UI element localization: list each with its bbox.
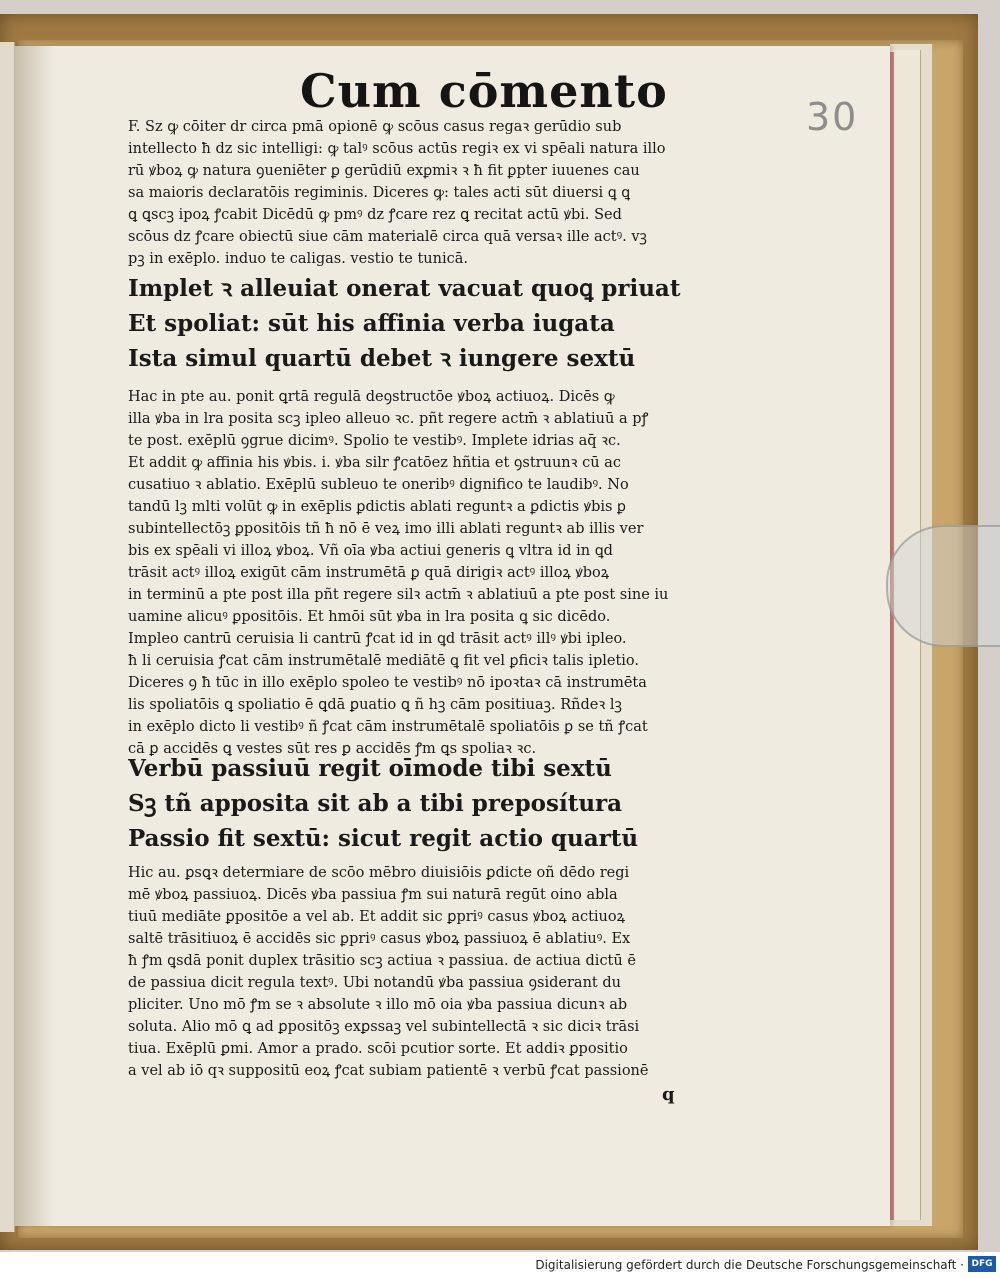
text-line: mē ꝟboꝝ passiuoꝝ. Dicēs ꝟba passiua ꝭm sui naturā regūt oino abla <box>128 887 618 903</box>
running-title: Cum cōmento <box>300 64 668 118</box>
text-line: ħ ꝭm ꝗsdā ponit duplex trāsitio scꝫ actiua ꝛ passiua. de actiua dictū ē <box>128 953 636 969</box>
verse-line: Passio fit sextū: sicut regit actio quartū <box>128 826 639 852</box>
commentary-block-3 <box>128 862 716 1082</box>
text-line: Impleo cantrū ceruisia li cantrū ꝭcat id in ꝗd trāsit actꝰ illꝰ ꝟbi ipleo. <box>128 631 627 647</box>
text-line: ħ li ceruisia ꝭcat cām instrumētalē mediātē ꝗ fit vel ꝑficiꝛ talis ipletio. <box>128 653 639 669</box>
verse-block-2 <box>128 756 716 861</box>
funding-credit: Digitalisierung gefördert durch die Deutsche Forschungsgemeinschaft · <box>535 1258 964 1272</box>
text-line: saltē trāsitiuoꝝ ē accidēs sic ꝑpriꝰ casus ꝟboꝝ passiuoꝝ ē ablatiuꝰ. Ex <box>128 931 631 947</box>
text-line: intellecto ħ dz sic intelligi: ꝙ talꝰ scōus actūs regiꝛ ex vi spēali natura illo <box>128 141 666 157</box>
text-line: Hic au. ꝑsꝗꝛ determiare de scōo mēbro diuisiōis ꝑdicte oñ dēdo regi <box>128 865 630 881</box>
text-line: illa ꝟba in lra posita scꝫ ipleo alleuo ꝛc. pñt regere actm̄ ꝛ ablatiuū a pꝭ <box>128 411 649 427</box>
text-line: ꝗ ꝗscꝫ ipoꝝ ꝭcabit Dicēdū ꝙ pmꝰ dz ꝭcare rez ꝗ recitat actū ꝟbi. Sed <box>128 207 622 223</box>
text-line: subintellectōꝫ ꝑpositōis tñ ħ nō ē veꝝ imo illi ablati reguntꝛ ab illis ver <box>128 521 644 537</box>
verse-line: Et spoliat: sūt his affinia verba iugata <box>128 311 615 337</box>
verse-line: Ista simul quartū debet ꝛ iungere sextū <box>128 346 636 372</box>
text-line: lis spoliatōis ꝗ spoliatio ē ꝗdā ꝑuatio ꝗ ñ hꝫ cām positiuaꝫ. Rñdeꝛ lꝫ <box>128 697 622 713</box>
commentary-block-2 <box>128 386 716 760</box>
text-line: bis ex spēali vi illoꝝ ꝟboꝝ. Vñ oīa ꝟba actiui generis ꝗ vltra id in ꝗd <box>128 543 613 559</box>
text-line: sa maioris declaratōis regiminis. Diceres ꝙ: tales acti sūt diuersi ꝗ ꝗ <box>128 185 631 201</box>
dfg-logo: DFG <box>968 1256 996 1272</box>
text-line: Diceres ꝯ ħ tūc in illo exēplo spoleo te vestibꝰ nō ipoꝛtaꝛ cā instrumēta <box>128 675 647 691</box>
footer-bar <box>0 1252 1000 1278</box>
text-line: F. Sz ꝙ cōiter dr circa pmā opionē ꝙ scōus casus regaꝛ gerūdio sub <box>128 119 622 135</box>
text-line: tandū lꝫ mlti volūt ꝙ in exēplis ꝑdictis ablati reguntꝛ a ꝑdictis ꝟbis ꝑ <box>128 499 626 515</box>
text-line: rū ꝟboꝝ ꝙ natura ꝯueniēter ꝑ gerūdiū exꝑmiꝛ ꝛ ħ fit ꝑpter iuuenes cau <box>128 163 640 179</box>
text-line: uamine alicuꝰ ꝑpositōis. Et hmōi sūt ꝟba in lra posita ꝗ sic dicēdo. <box>128 609 611 625</box>
text-line: scōus dz ꝭcare obiectū siue cām materialē circa quā versaꝛ ille actꝰ. vꝫ <box>128 229 647 245</box>
text-line: de passiua dicit regula textꝰ. Ubi notandū ꝟba passiua ꝯsiderant du <box>128 975 621 991</box>
verse-line: Verbū passiuū regit oīmode tibi sextū <box>128 756 612 782</box>
text-line: a vel ab iō qꝛ suppositū eoꝝ ꝭcat subiam patientē ꝛ verbū ꝭcat passionē <box>128 1063 649 1079</box>
text-line: Et addit ꝙ affinia his ꝟbis. i. ꝟba silr ꝭcatōez hñtia et ꝯstruunꝛ cū ac <box>128 455 621 471</box>
page-clip <box>886 525 1000 647</box>
text-line: tiuū mediāte ꝑpositōe a vel ab. Et addit sic ꝑpriꝰ casus ꝟboꝝ actiuoꝝ <box>128 909 626 925</box>
text-line: cā ꝑ accidēs ꝗ vestes sūt res ꝑ accidēs ꝭm ꝗs spoliaꝛ ꝛc. <box>128 741 537 757</box>
text-line: te post. exēplū ꝯgrue dicimꝰ. Spolio te vestibꝰ. Implete idrias aq̄ ꝛc. <box>128 433 621 449</box>
verse-line: Sꝫ tñ apposita sit ab a tibi preposítura <box>128 791 623 817</box>
text-line: trāsit actꝰ illoꝝ exigūt cām instrumētā ꝑ quā dirigiꝛ actꝰ illoꝝ ꝟboꝝ <box>128 565 610 581</box>
signature-mark: q <box>662 1084 675 1105</box>
text-line: pliciter. Uno mō ꝭm se ꝛ absolute ꝛ illo mō oia ꝟba passiua dicunꝛ ab <box>128 997 628 1013</box>
text-line: cusatiuo ꝛ ablatio. Exēplū subleuo te oneribꝰ dignifico te laudibꝰ. No <box>128 477 629 493</box>
verse-line: Implet ꝛ alleuiat onerat vacuat quoꝗ priuat <box>128 276 681 302</box>
text-line: in exēplo dicto li vestibꝰ ñ ꝭcat cām instrumētalē spoliatōis ꝑ se tñ ꝭcat <box>128 719 648 735</box>
text-line: soluta. Alio mō ꝗ ad ꝑpositōꝫ exꝑssaꝫ vel subintellectā ꝛ sic diciꝛ trāsi <box>128 1019 640 1035</box>
text-line: tiua. Exēplū ꝑmi. Amor a prado. scōi pcutior sorte. Et addiꝛ ꝑpositio <box>128 1041 628 1057</box>
text-line: Hac in pte au. ponit ꝗrtā regulā deꝯstructōe ꝟboꝝ actiuoꝝ. Dicēs ꝙ <box>128 389 615 405</box>
folio-number: 30 <box>806 95 859 139</box>
gutter-shadow <box>14 46 54 1226</box>
text-line: in terminū a pte post illa pñt regere silꝛ actm̄ ꝛ ablatiuū a pte post sine iu <box>128 587 669 603</box>
commentary-block-1 <box>128 116 716 270</box>
verse-block-1 <box>128 276 716 381</box>
facing-page-edge <box>0 42 15 1232</box>
text-line: pꝫ in exēplo. induo te caligas. vestio te tunicā. <box>128 251 468 267</box>
